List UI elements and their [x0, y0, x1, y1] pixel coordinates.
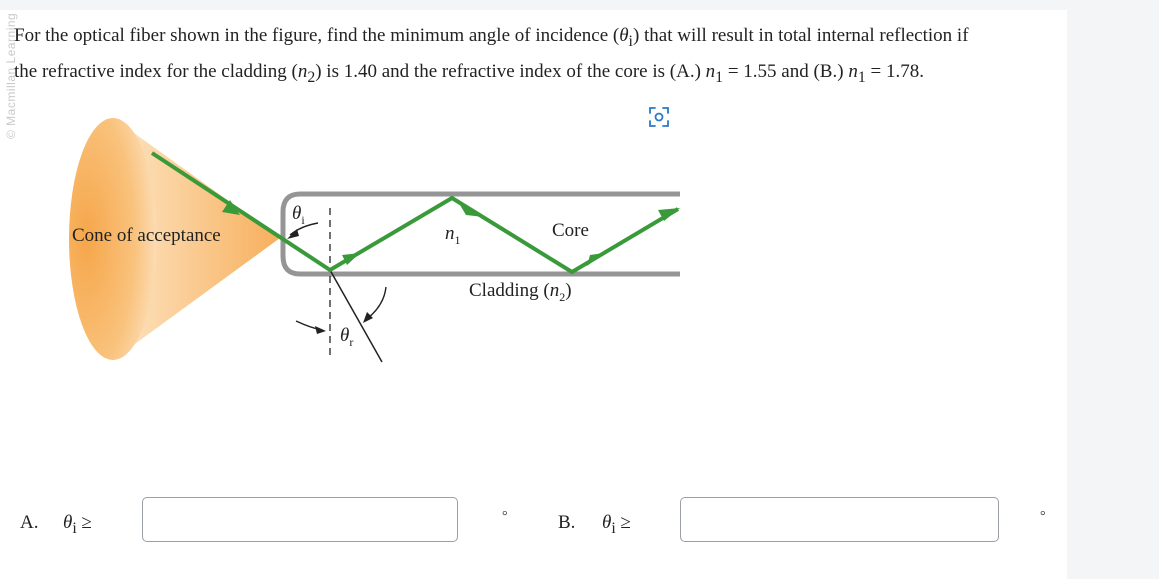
question-theta: θ — [619, 25, 629, 46]
theta-r-label-sub: r — [349, 335, 354, 349]
n1-label-sub: 1 — [454, 233, 461, 247]
side-watermark: © Macmillan Learning — [4, 12, 18, 139]
answer-b-degree: ° — [1040, 509, 1046, 524]
answer-a-theta — [63, 511, 92, 541]
theta-r-label — [340, 325, 353, 349]
zoom-icon[interactable] — [650, 108, 668, 126]
answer-b-theta-symbol: θ — [602, 512, 612, 533]
answer-a-theta-sub: i — [72, 519, 77, 537]
question-line2-a: the refractive index for the cladding ( — [14, 60, 298, 82]
question-theta-sub: i — [628, 32, 633, 50]
answer-b-theta — [602, 511, 631, 541]
cladding-label-sub: 2 — [559, 290, 566, 304]
answer-a-theta-symbol: θ — [63, 512, 73, 533]
answer-a-degree: ° — [502, 509, 508, 524]
theta-r-arrowhead-right — [363, 312, 373, 323]
question-line2-b: ) is 1.40 and the refractive index of the core is (A.) — [315, 60, 706, 82]
answer-b-label: B. — [558, 512, 576, 533]
cladding-label — [469, 280, 572, 304]
question-n2: n — [297, 60, 308, 82]
theta-i-label-main: θ — [292, 203, 302, 224]
question-line1-b: ) that will result in total internal reflection if — [632, 25, 969, 46]
right-gutter — [1067, 0, 1159, 579]
theta-r-label-main: θ — [340, 325, 350, 346]
ray-arrow-3 — [460, 205, 484, 217]
answer-a-label: A. — [20, 512, 39, 533]
question-n1a: n — [705, 60, 716, 82]
question-n1a-sub: 1 — [715, 68, 724, 86]
theta-i-label — [292, 203, 305, 227]
theta-r-arc-right — [368, 287, 386, 318]
theta-i-label-sub: i — [301, 213, 305, 227]
theta-r-arrowhead-left — [315, 326, 326, 334]
fiber-diagram — [60, 100, 700, 370]
question-n1b-sub: 1 — [857, 68, 866, 86]
refracted-ray — [330, 270, 382, 362]
n1-label-main: n — [445, 223, 455, 244]
answer-b-theta-sub: i — [611, 519, 616, 537]
cladding-label-close: ) — [565, 280, 572, 301]
question-n1b: n — [848, 60, 858, 82]
question-text — [14, 21, 1054, 93]
question-line1-a: For the optical fiber shown in the figure, find the minimum angle of incidence ( — [14, 25, 620, 46]
n1-label — [445, 223, 461, 247]
theta-i-arrowhead — [287, 229, 299, 239]
answer-a-input[interactable] — [142, 497, 458, 542]
core-label: Core — [552, 220, 589, 241]
cone-label: Cone of acceptance — [72, 225, 221, 246]
answer-a-ge: ≥ — [76, 512, 92, 533]
answer-b-ge: ≥ — [615, 512, 631, 533]
question-line2-d: = 1.78. — [865, 60, 924, 82]
cladding-label-text: Cladding ( — [469, 280, 550, 301]
cladding-label-n: n — [549, 280, 560, 301]
top-strip — [0, 0, 1067, 10]
question-line2-c: = 1.55 and (B.) — [723, 60, 849, 82]
answer-b-input[interactable] — [680, 497, 999, 542]
question-n2-sub: 2 — [307, 68, 316, 86]
optical-fiber-figure — [60, 100, 700, 370]
